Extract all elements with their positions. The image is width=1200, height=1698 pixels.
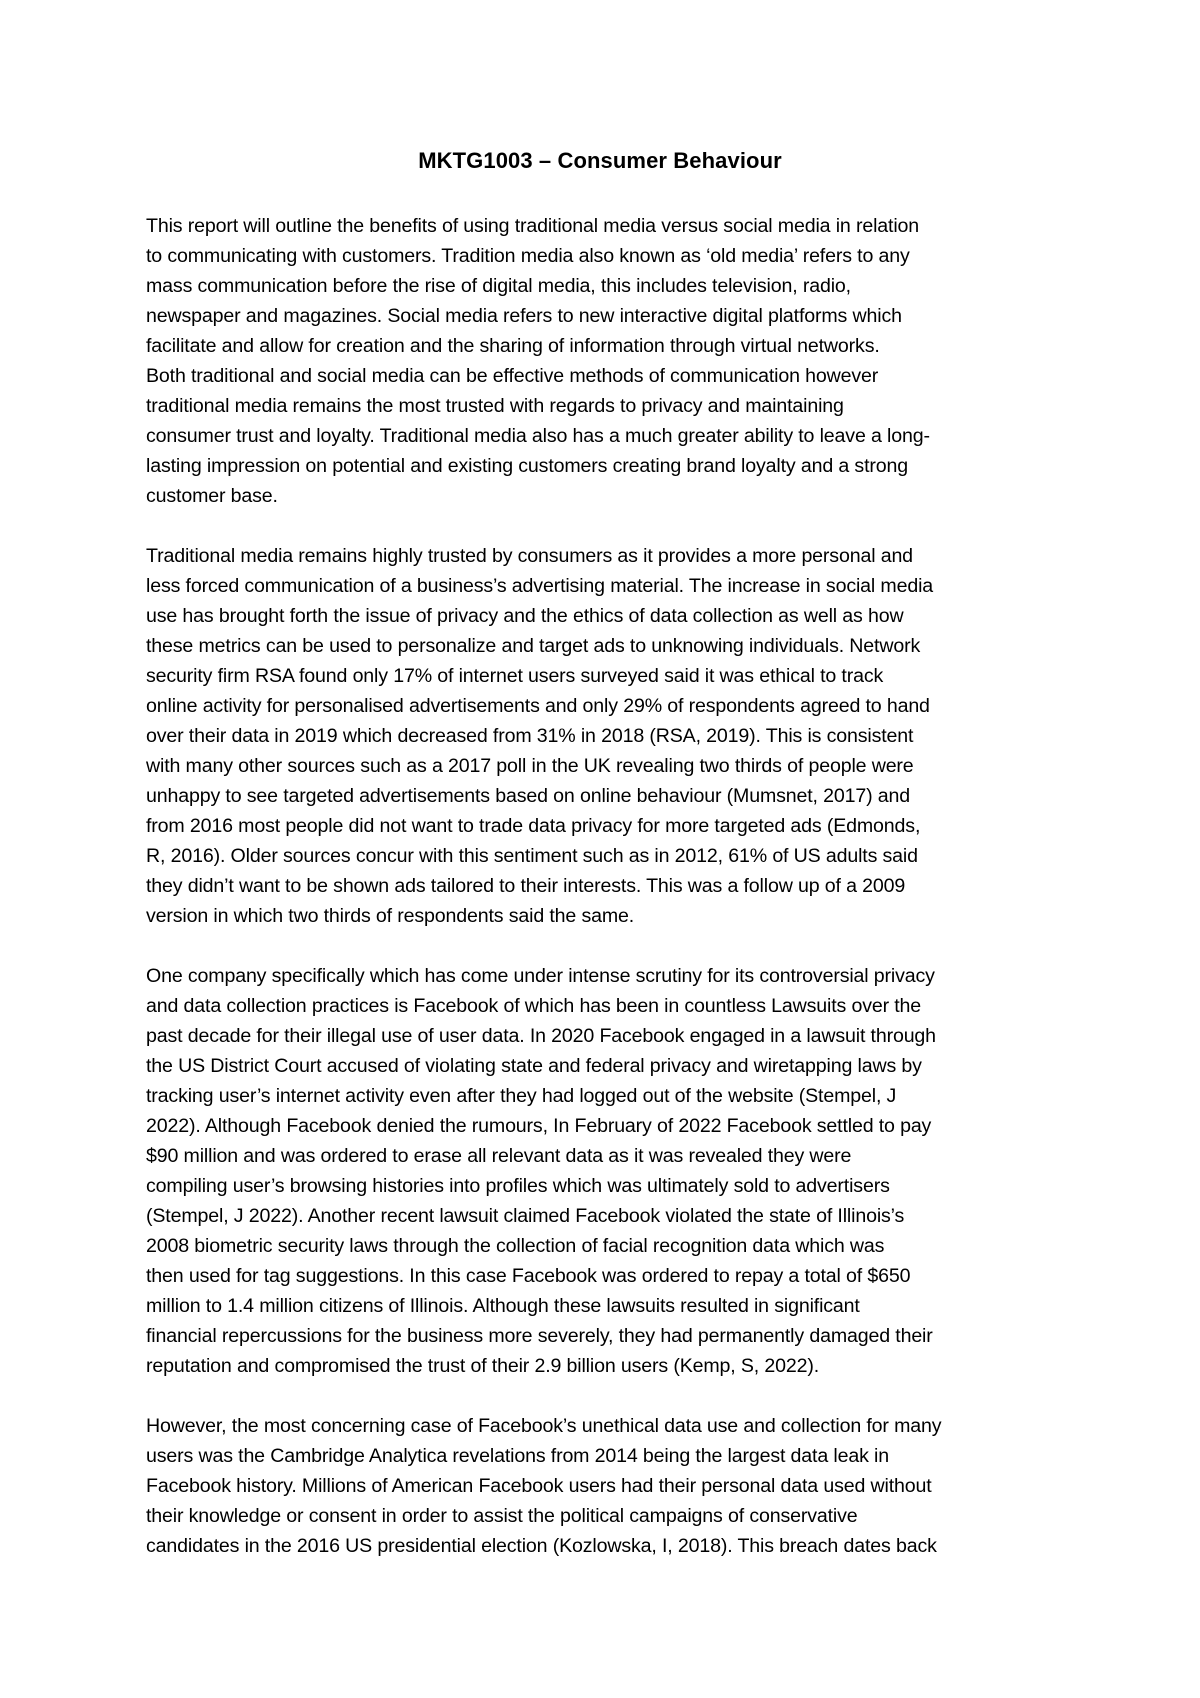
text-line: R, 2016). Older sources concur with this sentiment such as in 2012, 61% of US adults said xyxy=(146,845,918,867)
text-line: customer base. xyxy=(146,485,278,507)
text-line: these metrics can be used to personalize and target ads to unknowing individuals. Network xyxy=(146,635,921,657)
text-line: Facebook history. Millions of American Facebook users had their personal data used without xyxy=(146,1475,932,1497)
text-line: less forced communication of a business’s advertising material. The increase in social media xyxy=(146,575,934,597)
paragraph-4 xyxy=(146,1411,1074,1561)
text-line: (Stempel, J 2022). Another recent lawsuit claimed Facebook violated the state of Illinois’s xyxy=(146,1205,905,1227)
text-line: use has brought forth the issue of privacy and the ethics of data collection as well as how xyxy=(146,605,904,627)
text-line: compiling user’s browsing histories into profiles which was ultimately sold to advertisers xyxy=(146,1175,890,1197)
text-line: mass communication before the rise of digital media, this includes television, radio, xyxy=(146,275,851,297)
text-line: reputation and compromised the trust of their 2.9 billion users (Kemp, S, 2022). xyxy=(146,1355,820,1377)
text-line: 2022). Although Facebook denied the rumours, In February of 2022 Facebook settled to pay xyxy=(146,1115,932,1137)
text-line: lasting impression on potential and existing customers creating brand loyalty and a strong xyxy=(146,455,908,477)
text-line: then used for tag suggestions. In this case Facebook was ordered to repay a total of $650 xyxy=(146,1265,911,1287)
text-line: version in which two thirds of respondents said the same. xyxy=(146,905,635,927)
text-line: to communicating with customers. Tradition media also known as ‘old media’ refers to any xyxy=(146,245,910,267)
document-title: MKTG1003 – Consumer Behaviour xyxy=(418,148,782,173)
text-line: past decade for their illegal use of user data. In 2020 Facebook engaged in a lawsuit through xyxy=(146,1025,936,1047)
text-line: online activity for personalised advertisements and only 29% of respondents agreed to hand xyxy=(146,695,930,717)
text-line: over their data in 2019 which decreased from 31% in 2018 (RSA, 2019). This is consistent xyxy=(146,725,914,747)
text-line: users was the Cambridge Analytica revelations from 2014 being the largest data leak in xyxy=(146,1445,889,1467)
text-line: candidates in the 2016 US presidential election (Kozlowska, I, 2018). This breach dates back xyxy=(146,1535,937,1557)
text-line: with many other sources such as a 2017 poll in the UK revealing two thirds of people were xyxy=(146,755,914,777)
text-line: One company specifically which has come under intense scrutiny for its controversial privacy xyxy=(146,965,935,987)
text-line: traditional media remains the most trusted with regards to privacy and maintaining xyxy=(146,395,844,417)
text-line: Traditional media remains highly trusted by consumers as it provides a more personal and xyxy=(146,545,913,567)
text-line: newspaper and magazines. Social media refers to new interactive digital platforms which xyxy=(146,305,902,327)
text-line: million to 1.4 million citizens of Illinois. Although these lawsuits resulted in significant xyxy=(146,1295,860,1317)
text-line: This report will outline the benefits of using traditional media versus social media in relation xyxy=(146,215,920,237)
text-line: and data collection practices is Facebook of which has been in countless Lawsuits over the xyxy=(146,995,922,1017)
document-body xyxy=(146,211,1074,1591)
text-line: they didn’t want to be shown ads tailored to their interests. This was a follow up of a 2009 xyxy=(146,875,906,897)
text-line: the US District Court accused of violating state and federal privacy and wiretapping laws by xyxy=(146,1055,922,1077)
text-line: However, the most concerning case of Facebook’s unethical data use and collection for many xyxy=(146,1415,942,1437)
text-line: consumer trust and loyalty. Traditional media also has a much greater ability to leave a long- xyxy=(146,425,930,447)
paragraph-1 xyxy=(146,211,1074,511)
text-line: unhappy to see targeted advertisements based on online behaviour (Mumsnet, 2017) and xyxy=(146,785,911,807)
text-line: security firm RSA found only 17% of internet users surveyed said it was ethical to track xyxy=(146,665,884,687)
text-line: Both traditional and social media can be effective methods of communication however xyxy=(146,365,879,387)
text-line: 2008 biometric security laws through the collection of facial recognition data which was xyxy=(146,1235,885,1257)
paragraph-3 xyxy=(146,961,1074,1381)
text-line: their knowledge or consent in order to assist the political campaigns of conservative xyxy=(146,1505,858,1527)
text-line: from 2016 most people did not want to trade data privacy for more targeted ads (Edmonds, xyxy=(146,815,921,837)
text-line: $90 million and was ordered to erase all relevant data as it was revealed they were xyxy=(146,1145,852,1167)
text-line: tracking user’s internet activity even after they had logged out of the website (Stempel, J xyxy=(146,1085,897,1107)
paragraph-2 xyxy=(146,541,1074,931)
text-line: facilitate and allow for creation and the sharing of information through virtual networks. xyxy=(146,335,880,357)
text-line: financial repercussions for the business more severely, they had permanently damaged their xyxy=(146,1325,933,1347)
